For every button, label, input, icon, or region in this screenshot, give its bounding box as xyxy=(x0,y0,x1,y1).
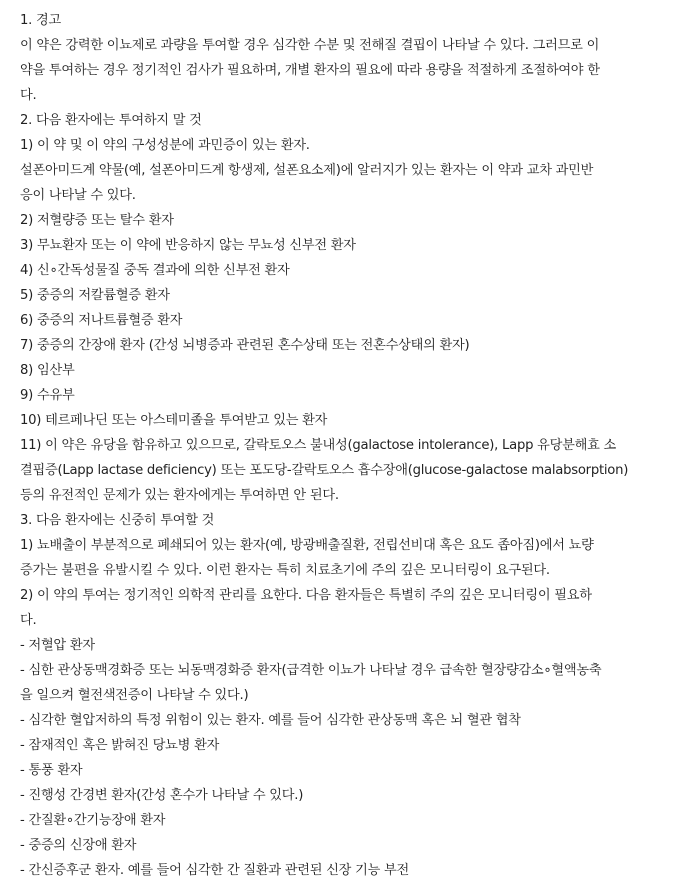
list-item: 11) 이 약은 유당을 함유하고 있으므로, 갈락토오스 불내성(galactose intolerance), Lapp 유당분해효 소 xyxy=(20,438,617,453)
text-line: 다. xyxy=(20,88,37,103)
text-line: 결핍증(Lapp lactase deficiency) 또는 포도당-갈락토오스 흡수장애(glucose-galactose malabsorption) xyxy=(20,463,629,478)
list-item: 7) 중증의 간장애 환자 (간성 뇌병증과 관련된 혼수상태 또는 전혼수상태의 환자) xyxy=(20,338,470,353)
text-line: 설폰아미드계 약물(예, 설폰아미드계 항생제, 설폰요소제)에 알러지가 있는 환자는 이 약과 교차 과민반 xyxy=(20,163,594,178)
bullet-item: - 저혈압 환자 xyxy=(20,638,95,653)
list-item: 5) 중증의 저칼륨혈증 환자 xyxy=(20,288,170,303)
text-line: 응이 나타날 수 있다. xyxy=(20,188,136,203)
text-line: 을 일으켜 혈전색전증이 나타날 수 있다.) xyxy=(20,688,249,703)
text-line: 다. xyxy=(20,613,37,628)
list-item: 6) 중증의 저나트륨혈증 환자 xyxy=(20,313,183,328)
list-item: 10) 테르페나딘 또는 아스테미졸을 투여받고 있는 환자 xyxy=(20,413,328,428)
text-line: 등의 유전적인 문제가 있는 환자에게는 투여하면 안 된다. xyxy=(20,488,339,503)
text-line: 이 약은 강력한 이뇨제로 과량을 투여할 경우 심각한 수분 및 전해질 결핍이 나타날 수 있다. 그러므로 이 xyxy=(20,38,600,53)
section-heading-contraindications: 2. 다음 환자에는 투여하지 말 것 xyxy=(20,113,202,128)
bullet-item: - 간신증후군 환자. 예를 들어 심각한 간 질환과 관련된 신장 기능 부전 xyxy=(20,863,410,878)
bullet-item: - 잠재적인 혹은 밝혀진 당뇨병 환자 xyxy=(20,738,220,753)
bullet-item: - 진행성 간경변 환자(간성 혼수가 나타날 수 있다.) xyxy=(20,788,304,803)
list-item: 3) 무뇨환자 또는 이 약에 반응하지 않는 무뇨성 신부전 환자 xyxy=(20,238,356,253)
bullet-item: - 간질환∘간기능장애 환자 xyxy=(20,813,166,828)
list-item: 1) 이 약 및 이 약의 구성성분에 과민증이 있는 환자. xyxy=(20,138,310,153)
section-heading-warning: 1. 경고 xyxy=(20,13,62,28)
list-item: 8) 임산부 xyxy=(20,363,75,378)
bullet-item: - 통풍 환자 xyxy=(20,763,83,778)
text-line: 약을 투여하는 경우 정기적인 검사가 필요하며, 개별 환자의 필요에 따라 용량을 적절하게 조절하여야 한 xyxy=(20,63,600,78)
bullet-item: - 심각한 혈압저하의 특정 위험이 있는 환자. 예를 들어 심각한 관상동맥 혹은 뇌 혈관 협착 xyxy=(20,713,521,728)
bullet-item: - 중증의 신장애 환자 xyxy=(20,838,137,853)
bullet-item: - 심한 관상동맥경화증 또는 뇌동맥경화증 환자(급격한 이뇨가 나타날 경우 급속한 혈장량감소∘혈액농축 xyxy=(20,663,602,678)
list-item: 9) 수유부 xyxy=(20,388,75,403)
list-item: 2) 이 약의 투여는 정기적인 의학적 관리를 요한다. 다음 환자들은 특별히 주의 깊은 모니터링이 필요하 xyxy=(20,588,592,603)
section-heading-precautions: 3. 다음 환자에는 신중히 투여할 것 xyxy=(20,513,215,528)
list-item: 2) 저혈량증 또는 탈수 환자 xyxy=(20,213,174,228)
list-item: 1) 뇨배출이 부분적으로 폐쇄되어 있는 환자(예, 방광배출질환, 전립선비대 혹은 요도 좁아짐)에서 뇨량 xyxy=(20,538,594,553)
list-item: 4) 신∘간독성물질 중독 결과에 의한 신부전 환자 xyxy=(20,263,290,278)
text-line: 증가는 불편을 유발시킬 수 있다. 이런 환자는 특히 치료초기에 주의 깊은 모니터링이 요구된다. xyxy=(20,563,550,578)
